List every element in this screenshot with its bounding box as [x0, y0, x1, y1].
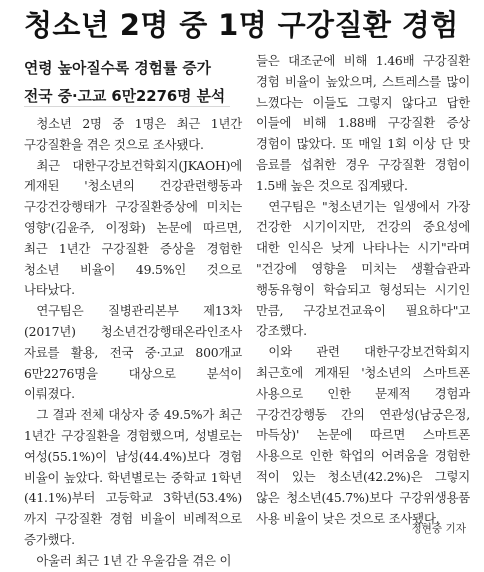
subheadline-2: 전국 중·고교 6만2276명 분석	[24, 88, 226, 105]
right-paragraph-3: 이와 관련 대한구강보건학회지 최근호에 게재된 '청소년의 스마트폰 사용으로 인한 문제적 경험과 구강건강행동 간의 연관성(남궁은정, 마득상)' 논문에 따르면 스마트폰 사용으로 인한 학업의 어려움을 경험한 적이 있는 청소년(42.2%)은 그렇지 않은 청소년(45.7%)보다 구강위생용품 사용 비율이 낮은 것으로 조사됐다.	[256, 344, 470, 526]
left-paragraph-3: 연구팀은 질병관리본부 제13차(2017년) 청소년건강행태온라인조사 자료를 활용, 전국 중·고교 800개교 6만2276명을 대상으로 분석이 이뤄졌다.	[24, 303, 242, 402]
left-paragraph-1: 청소년 2명 중 1명은 최근 1년간 구강질환을 겪은 것으로 조사됐다.	[24, 116, 242, 152]
right-paragraph-1: 들은 대조군에 비해 1.46배 구강질환 경험 비율이 높았으며, 스트레스를 많이 느꼈다는 이들도 그렇지 않다고 답한 이들에 비해 1.88배 구강질환 증상 경험이 많았다. 또 매일 1회 이상 단 맛 음료를 섭취한 경우 구강질환 경험이 1.5배 높은 것으로 집계됐다.	[256, 53, 470, 193]
right-paragraph-2: 연구팀은 "청소년기는 일생에서 가장 건강한 시기이지만, 건강의 중요성에 대한 인식은 낮게 나타나는 시기"라며 "건강에 영향을 미치는 생활습관과 행동유형이 학습되고 형성되는 시기인 만큼, 구강보건교육이 필요하다"고 강조했다.	[256, 198, 470, 339]
subhead-divider	[24, 106, 230, 107]
left-column	[24, 114, 242, 572]
left-paragraph-4: 그 결과 전체 대상자 중 49.5%가 최근 1년간 구강질환을 경험했으며, 성별로는 여성(55.1%)이 남성(44.4%)보다 경험 비율이 높았다. 학년별로는 중학교 1학년(41.1%)부터 고등학교 3학년(53.4%)까지 구강질환 경험 비율이 비례적으로 증가했다.	[24, 407, 242, 547]
left-paragraph-5: 아울러 최근 1년 간 우울감을 겪은 이	[36, 552, 232, 568]
left-paragraph-2: 최근 대한구강보건학회지(JKAOH)에 게재된 '청소년의 건강관련행동과 구강건강행태가 구강질환증상에 미치는 영향'(김윤주, 이정화) 논문에 따르면, 최근 1년간 구강질환 증상을 경험한 청소년 비율이 49.5%인 것으로 나타났다.	[24, 157, 242, 298]
right-column	[256, 51, 470, 529]
subheadline-1: 연령 높아질수록 경험률 증가	[24, 60, 211, 77]
byline: 정현중 기자	[411, 523, 466, 535]
headline: 청소년 2명 중 1명 구강질환 경험	[24, 8, 459, 42]
